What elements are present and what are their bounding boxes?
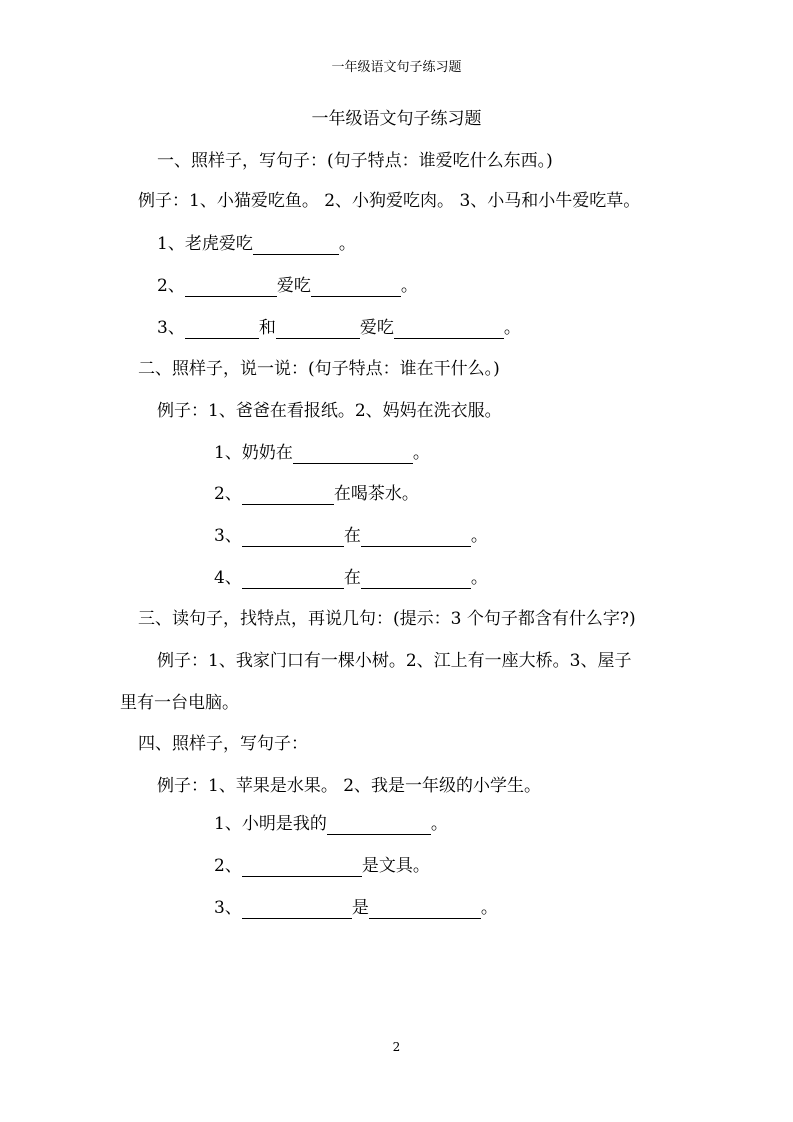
section-2-heading: 二、照样子，说一说：(句子特点：谁在干什么。) bbox=[138, 359, 500, 379]
section-4-heading: 四、照样子，写句子： bbox=[138, 734, 308, 754]
section-2-question-3 bbox=[214, 525, 488, 547]
q-text: 3、 bbox=[214, 898, 242, 918]
q-text: 。 bbox=[470, 526, 488, 546]
q-text: 爱吃 bbox=[359, 318, 394, 338]
section-1-example: 例子：1、小猫爱吃鱼。 2、小狗爱吃肉。 3、小马和小牛爱吃草。 bbox=[138, 191, 641, 211]
section-2-example: 例子：1、爸爸在看报纸。2、妈妈在洗衣服。 bbox=[157, 401, 502, 421]
q-text: 2、 bbox=[157, 276, 185, 296]
section-4-example: 例子：1、苹果是水果。 2、我是一年级的小学生。 bbox=[157, 776, 542, 796]
document-title: 一年级语文句子练习题 bbox=[311, 109, 482, 129]
answer-blank[interactable] bbox=[361, 570, 471, 589]
page-number: 2 bbox=[392, 1040, 401, 1054]
section-1-question-2 bbox=[157, 275, 418, 297]
section-3-heading: 三、读句子，找特点，再说几句：(提示：3 个句子都含有什么字?) bbox=[138, 609, 636, 629]
q-text: 1、小明是我的 bbox=[214, 814, 327, 834]
answer-blank[interactable] bbox=[242, 570, 344, 589]
q-text: 。 bbox=[430, 814, 448, 834]
section-1-question-3 bbox=[157, 317, 521, 339]
section-2-question-1 bbox=[214, 442, 430, 464]
q-text: 2、 bbox=[214, 856, 242, 876]
section-4-question-1 bbox=[214, 813, 448, 835]
section-2-question-2 bbox=[214, 483, 419, 505]
q-text: 。 bbox=[400, 276, 418, 296]
section-4-question-3 bbox=[214, 897, 498, 919]
q-text: 2、 bbox=[214, 484, 242, 504]
q-text: 。 bbox=[470, 568, 488, 588]
answer-blank[interactable] bbox=[293, 445, 413, 464]
answer-blank[interactable] bbox=[242, 858, 362, 877]
section-1-heading: 一、照样子，写句子：(句子特点：谁爱吃什么东西。) bbox=[157, 151, 553, 171]
answer-blank[interactable] bbox=[242, 528, 344, 547]
answer-blank[interactable] bbox=[185, 320, 259, 339]
answer-blank[interactable] bbox=[242, 486, 334, 505]
page-header: 一年级语文句子练习题 bbox=[331, 60, 462, 75]
answer-blank[interactable] bbox=[327, 816, 431, 835]
section-1-question-1 bbox=[157, 233, 356, 255]
section-3-example-line-1: 例子：1、我家门口有一棵小树。2、江上有一座大桥。3、屋子 bbox=[157, 651, 632, 671]
q-text: 和 bbox=[258, 318, 276, 338]
q-text: 在喝茶水。 bbox=[333, 484, 419, 504]
q-text: 1、奶奶在 bbox=[214, 443, 293, 463]
q-text: 在 bbox=[343, 568, 361, 588]
q-text: 。 bbox=[480, 898, 498, 918]
answer-blank[interactable] bbox=[242, 900, 352, 919]
answer-blank[interactable] bbox=[311, 278, 401, 297]
answer-blank[interactable] bbox=[394, 320, 504, 339]
q-text: 在 bbox=[343, 526, 361, 546]
q-text: 1、老虎爱吃 bbox=[157, 234, 253, 254]
q-text: 3、 bbox=[214, 526, 242, 546]
section-3-example-line-2: 里有一台电脑。 bbox=[120, 693, 239, 713]
q-text: 。 bbox=[412, 443, 430, 463]
section-2-question-4 bbox=[214, 567, 488, 589]
section-4-question-2 bbox=[214, 855, 430, 877]
q-text: 是文具。 bbox=[361, 856, 430, 876]
q-text: 是 bbox=[351, 898, 369, 918]
q-text: 4、 bbox=[214, 568, 242, 588]
answer-blank[interactable] bbox=[276, 320, 360, 339]
q-text: 爱吃 bbox=[276, 276, 311, 296]
q-text: 3、 bbox=[157, 318, 185, 338]
q-text: 。 bbox=[503, 318, 521, 338]
q-text: 。 bbox=[338, 234, 356, 254]
answer-blank[interactable] bbox=[369, 900, 481, 919]
answer-blank[interactable] bbox=[253, 236, 339, 255]
answer-blank[interactable] bbox=[361, 528, 471, 547]
answer-blank[interactable] bbox=[185, 278, 277, 297]
